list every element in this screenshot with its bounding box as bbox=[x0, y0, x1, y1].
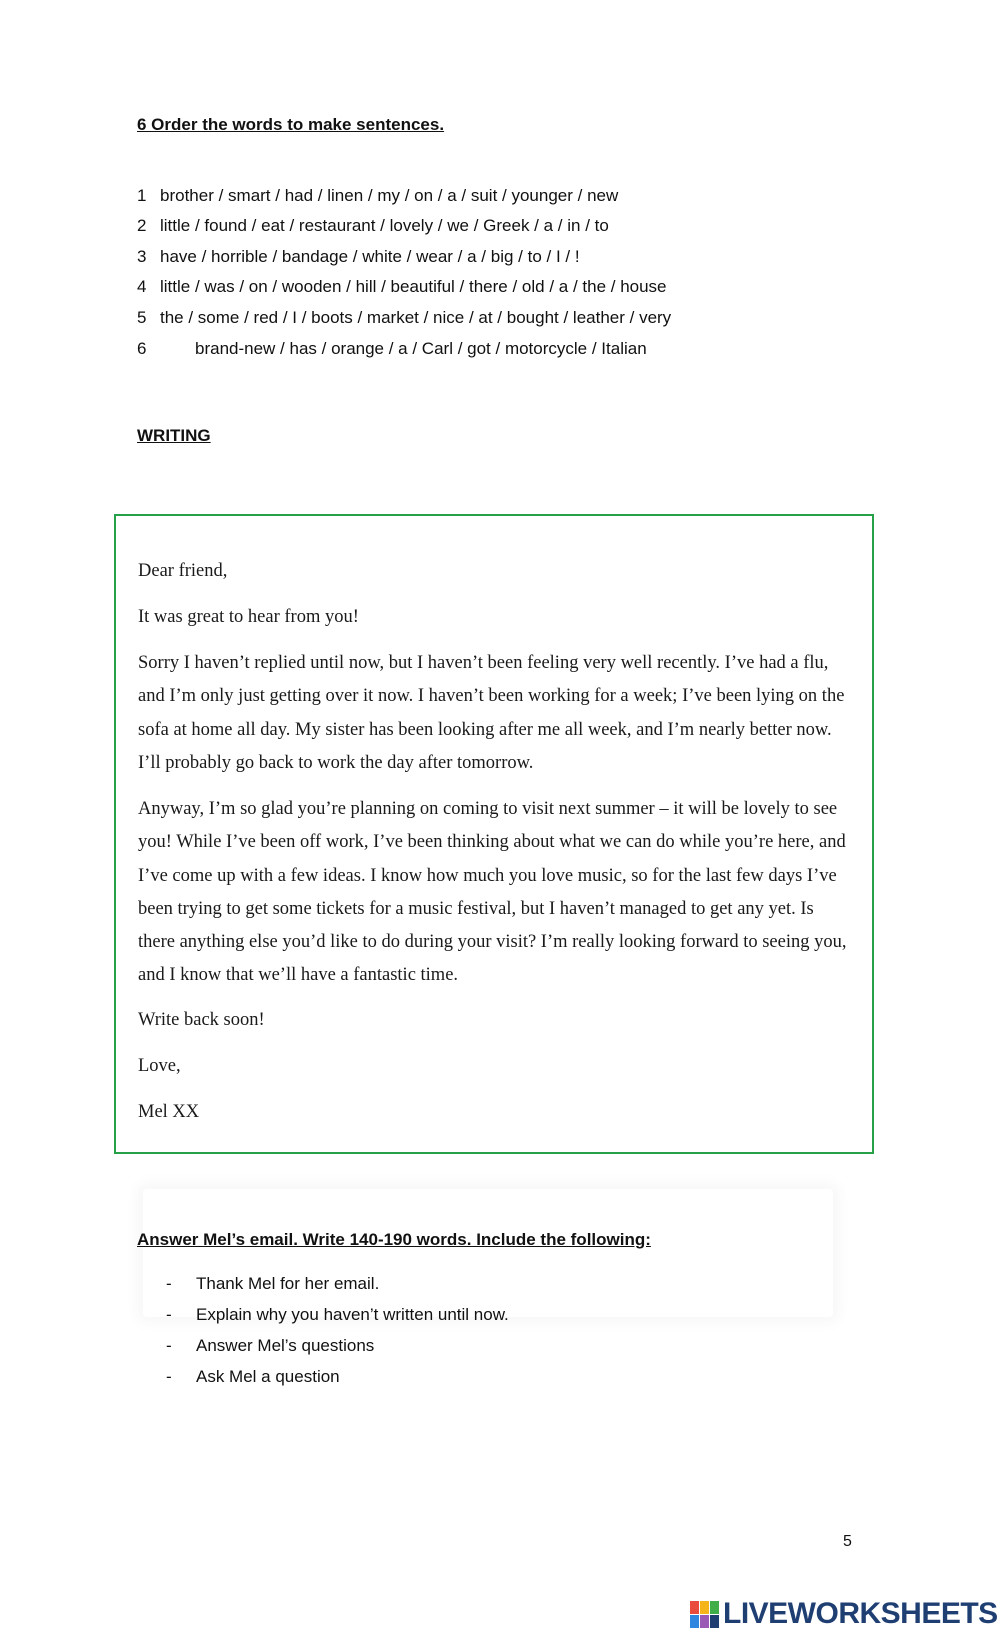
item-text: have / horrible / bandage / white / wear / a / big / to / I / ! bbox=[160, 247, 580, 266]
section-heading: WRITING bbox=[137, 426, 211, 445]
exercise-title: 6 Order the words to make sentences. bbox=[137, 115, 445, 134]
logo-block bbox=[710, 1615, 719, 1628]
list-item bbox=[166, 1274, 379, 1294]
letter-paragraph: Write back soon! bbox=[138, 1010, 265, 1030]
logo-block bbox=[690, 1601, 699, 1614]
bullet-dash: - bbox=[166, 1367, 172, 1386]
letter-signature: Mel XX bbox=[138, 1102, 200, 1122]
list-item bbox=[137, 339, 647, 359]
letter-box bbox=[114, 514, 874, 1154]
item-number: 3 bbox=[137, 247, 147, 266]
bullet-dash: - bbox=[166, 1305, 172, 1324]
item-number: 2 bbox=[137, 216, 147, 235]
page-number: 5 bbox=[843, 1533, 852, 1550]
list-item bbox=[137, 308, 671, 328]
list-item bbox=[166, 1305, 509, 1325]
item-text: little / was / on / wooden / hill / beautiful / there / old / a / the / house bbox=[160, 277, 667, 296]
list-item bbox=[166, 1367, 340, 1387]
list-item bbox=[166, 1336, 374, 1356]
letter-greeting: Dear friend, bbox=[138, 561, 228, 581]
letter-paragraph: Anyway, I’m so glad you’re planning on coming to visit next summer – it will be lovely to see you! While I’ve been off work, I’ve been thinking about what we can do while you’re here, and I’ve come up with a few ideas. I know how much you love music, so for the last few days I’ve been trying to get some tickets for a music festival, but I haven’t managed to get any yet. Is there anything else you’d like to do during your visit? I’m really looking forward to seeing you, and I know that we’ll have a fantastic time. bbox=[138, 799, 847, 986]
item-number: 1 bbox=[137, 186, 147, 205]
item-text: brand-new / has / orange / a / Carl / got / motorcycle / Italian bbox=[195, 339, 647, 358]
item-number: 4 bbox=[137, 277, 147, 296]
item-text: brother / smart / had / linen / my / on / a / suit / younger / new bbox=[160, 186, 619, 205]
letter-paragraph: Sorry I haven’t replied until now, but I haven’t been feeling very well recently. I’ve had a flu, and I’m only just getting over it now. I haven’t been working for a week; I’ve been lying on the sofa at home all day. My sister has been looking after me all week, and I’m nearly better now. I’ll probably go back to work the day after tomorrow. bbox=[138, 653, 845, 773]
bullet-dash: - bbox=[166, 1336, 172, 1355]
item-text: the / some / red / I / boots / market / nice / at / bought / leather / very bbox=[160, 308, 672, 327]
list-item bbox=[137, 247, 580, 267]
bullet-text: Explain why you haven’t written until now. bbox=[196, 1305, 509, 1324]
letter-paragraph: It was great to hear from you! bbox=[138, 607, 359, 627]
answer-area[interactable] bbox=[143, 1189, 833, 1317]
bullet-dash: - bbox=[166, 1274, 172, 1293]
list-item bbox=[137, 186, 618, 206]
task-instructions: Answer Mel’s email. Write 140-190 words. Include the following: bbox=[137, 1230, 651, 1249]
list-item bbox=[137, 216, 609, 236]
logo-block bbox=[700, 1615, 709, 1628]
liveworksheets-logo[interactable] bbox=[690, 1597, 998, 1631]
logo-block bbox=[700, 1601, 709, 1614]
logo-block bbox=[690, 1615, 699, 1628]
list-item bbox=[137, 277, 667, 297]
logo-block bbox=[710, 1601, 719, 1614]
bullet-text: Answer Mel’s questions bbox=[196, 1336, 375, 1355]
item-text: little / found / eat / restaurant / lovely / we / Greek / a / in / to bbox=[160, 216, 609, 235]
item-number: 5 bbox=[137, 308, 147, 327]
logo-icon bbox=[690, 1601, 719, 1628]
item-number: 6 bbox=[137, 339, 147, 358]
bullet-text: Ask Mel a question bbox=[196, 1367, 340, 1386]
logo-text: LIVEWORKSHEETS bbox=[723, 1597, 998, 1630]
letter-closing: Love, bbox=[138, 1056, 181, 1076]
bullet-text: Thank Mel for her email. bbox=[196, 1274, 380, 1293]
